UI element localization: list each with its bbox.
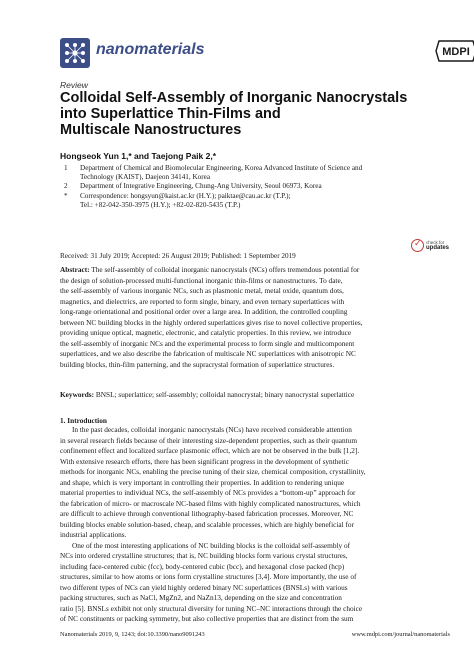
abstract-line: magnetics, and dielectrics, are reported to form single, binary, and even ternary superlattices with [60, 296, 345, 306]
body-line: two different types of NCs can yield highly ordered binary NC superlattices (BNSLs) with various [60, 582, 348, 592]
body-line: in several research fields because of their interesting size-dependent properties, such as their quantum [60, 435, 358, 445]
correspondence [60, 192, 450, 210]
journal-name: nanomaterials [96, 41, 205, 58]
affiliation-mark: 1 [64, 164, 68, 172]
body-line: packing structures, such as NaCl, MgZn2, and NaZn13, depending on the size and concentration [60, 593, 342, 602]
correspondence-phones: Tel.: +82-042-350-3975 (H.Y.); +82-02-820-5435 (T.P.) [80, 200, 241, 209]
citation-info: Nanomaterials 2019, 9, 1243; doi:10.3390/nano9091243 [60, 631, 205, 638]
body-line: methods for inorganic NCs, enabling the precise tuning of their size, chemical composition, crystallinity, [60, 467, 366, 476]
body-line: are difficult to achieve through conventional lithography-based fabrication processes. Moreover, NC [60, 509, 354, 518]
body-line: ratio [5]. BNSLs exhibit not only structural diversity for tuning NC–NC interactions through the choice [60, 603, 363, 613]
section-heading: 1. Introduction [60, 416, 107, 425]
affiliations [60, 164, 450, 210]
journal-header [60, 38, 470, 68]
body-line: In the past decades, colloidal inorganic nanocrystals (NCs) have received considerable attention [72, 425, 352, 434]
title-line: Multiscale Nanostructures [60, 122, 242, 138]
author-list: Hongseok Yun 1,* and Taejong Paik 2,* [60, 151, 217, 161]
abstract-line: between NC building blocks in the highly ordered superlattices gives rise to novel collective properties, [60, 317, 363, 327]
affiliation-2 [60, 182, 450, 191]
mdpi-logo [435, 40, 474, 62]
correspondence-emails[interactable]: Correspondence: hongsyun@kaist.ac.kr (H.Y.); paiktae@cau.ac.kr (T.P.); [80, 191, 291, 200]
body-line: material properties to individual NCs, the self-assembly of NCs provides a “bottom-up” approach for [60, 488, 356, 497]
body-line: industrial applications. [60, 530, 127, 539]
title-line: Colloidal Self-Assembly of Inorganic Nanocrystals [60, 90, 408, 106]
abstract-text: The self-assembly of colloidal inorganic nanocrystals (NCs) offers tremendous potential for [89, 265, 360, 274]
body-line: With extensive research efforts, there has been significant progress in the development of synthetic [60, 456, 349, 466]
affiliation-line: Department of Chemical and Biomolecular Engineering, Korea Advanced Institute of Science and [80, 164, 363, 172]
check-updates-label: check for [426, 240, 445, 245]
abstract-label: Abstract: [60, 265, 90, 274]
keywords-label: Keywords: [60, 390, 95, 399]
abstract-line: the self-assembly of various inorganic NCs, such as plasmonic metal, metal oxide, quantum dots, [60, 286, 344, 295]
article-type: Review [60, 80, 88, 90]
body-line: confinement effect and localized surface plasmonic effect, which are not be observed in the bulk [1,2]. [60, 446, 360, 455]
publication-dates: Received: 31 July 2019; Accepted: 26 August 2019; Published: 1 September 2019 [60, 252, 296, 260]
abstract-line: the self-assembly of inorganic NCs and the experimental process to form single and multicomponent [60, 338, 355, 348]
abstract-line: the design of solution-processed multi-functional inorganic thin-films or nanostructures. To date, [60, 275, 343, 285]
abstract-line: providing unique optical, magnetic, electronic, and catalytic properties. In this review, we introduce [60, 328, 352, 337]
journal-url[interactable]: www.mdpi.com/journal/nanomaterials [351, 631, 450, 638]
affiliation-line: Department of Integrative Engineering, Chung-Ang University, Seoul 06973, Korea [80, 182, 322, 191]
body-line: One of the most interesting applications of NC building blocks is the colloidal self-assembly of [72, 540, 351, 550]
body-line: structures, similar to how atoms or ions form crystalline structures [3,4]. More importantly, the use of [60, 572, 357, 581]
body-line: building blocks enable solution-based, cheap, and scalable processes, which are highly beneficial for [60, 519, 355, 529]
paper-title [60, 90, 440, 138]
check-updates-label: updates [426, 245, 450, 251]
abstract-line: superlattices, and we also describe the fabrication of multiscale NC superlattices with anisotropic NC [60, 349, 356, 358]
affiliation-mark: * [64, 191, 68, 200]
mdpi-logo-text: MDPI [442, 46, 470, 58]
body-line: NCs into ordered crystalline structures; that is, NC building blocks form various crystal structures, [60, 551, 348, 560]
body-line: the fabrication of micro- or macroscale NC-based films with highly complicated nanostructures, which [60, 498, 361, 508]
abstract-line: long-range orientational and positional order over a large area. In addition, the controlled coupling [60, 307, 348, 316]
affiliation-1 [60, 164, 450, 182]
abstract-line [60, 265, 450, 276]
abstract-line: building blocks, thin-film patterning, and the supracrystal formation of superlattice structures. [60, 359, 335, 369]
body-line: including face-centered cubic (fcc), body-centered cubic (bcc), and hexagonal close packed (hcp) [60, 561, 345, 571]
affiliation-mark: 2 [64, 182, 68, 191]
check-for-updates-button[interactable] [411, 239, 450, 263]
checkmark-icon: ✓ [414, 239, 422, 249]
abstract [60, 265, 450, 370]
keywords [60, 390, 354, 399]
nanomaterials-logo-icon [60, 38, 90, 68]
keywords-text: BNSL; superlattice; self-assembly; colloidal nanocrystal; binary nanocrystal superlattice [94, 390, 355, 399]
body-line: of NC constituents or packing symmetry, but also collective properties that are distinct from the sum [60, 614, 354, 623]
affiliation-line: Technology (KAIST), Daejeon 34141, Korea [80, 173, 211, 182]
title-line: into Superlattice Thin-Films and [60, 106, 281, 122]
introduction-body [60, 425, 450, 625]
body-line: and shape, which is very important in controlling their properties. In addition to rendering unique [60, 477, 345, 487]
